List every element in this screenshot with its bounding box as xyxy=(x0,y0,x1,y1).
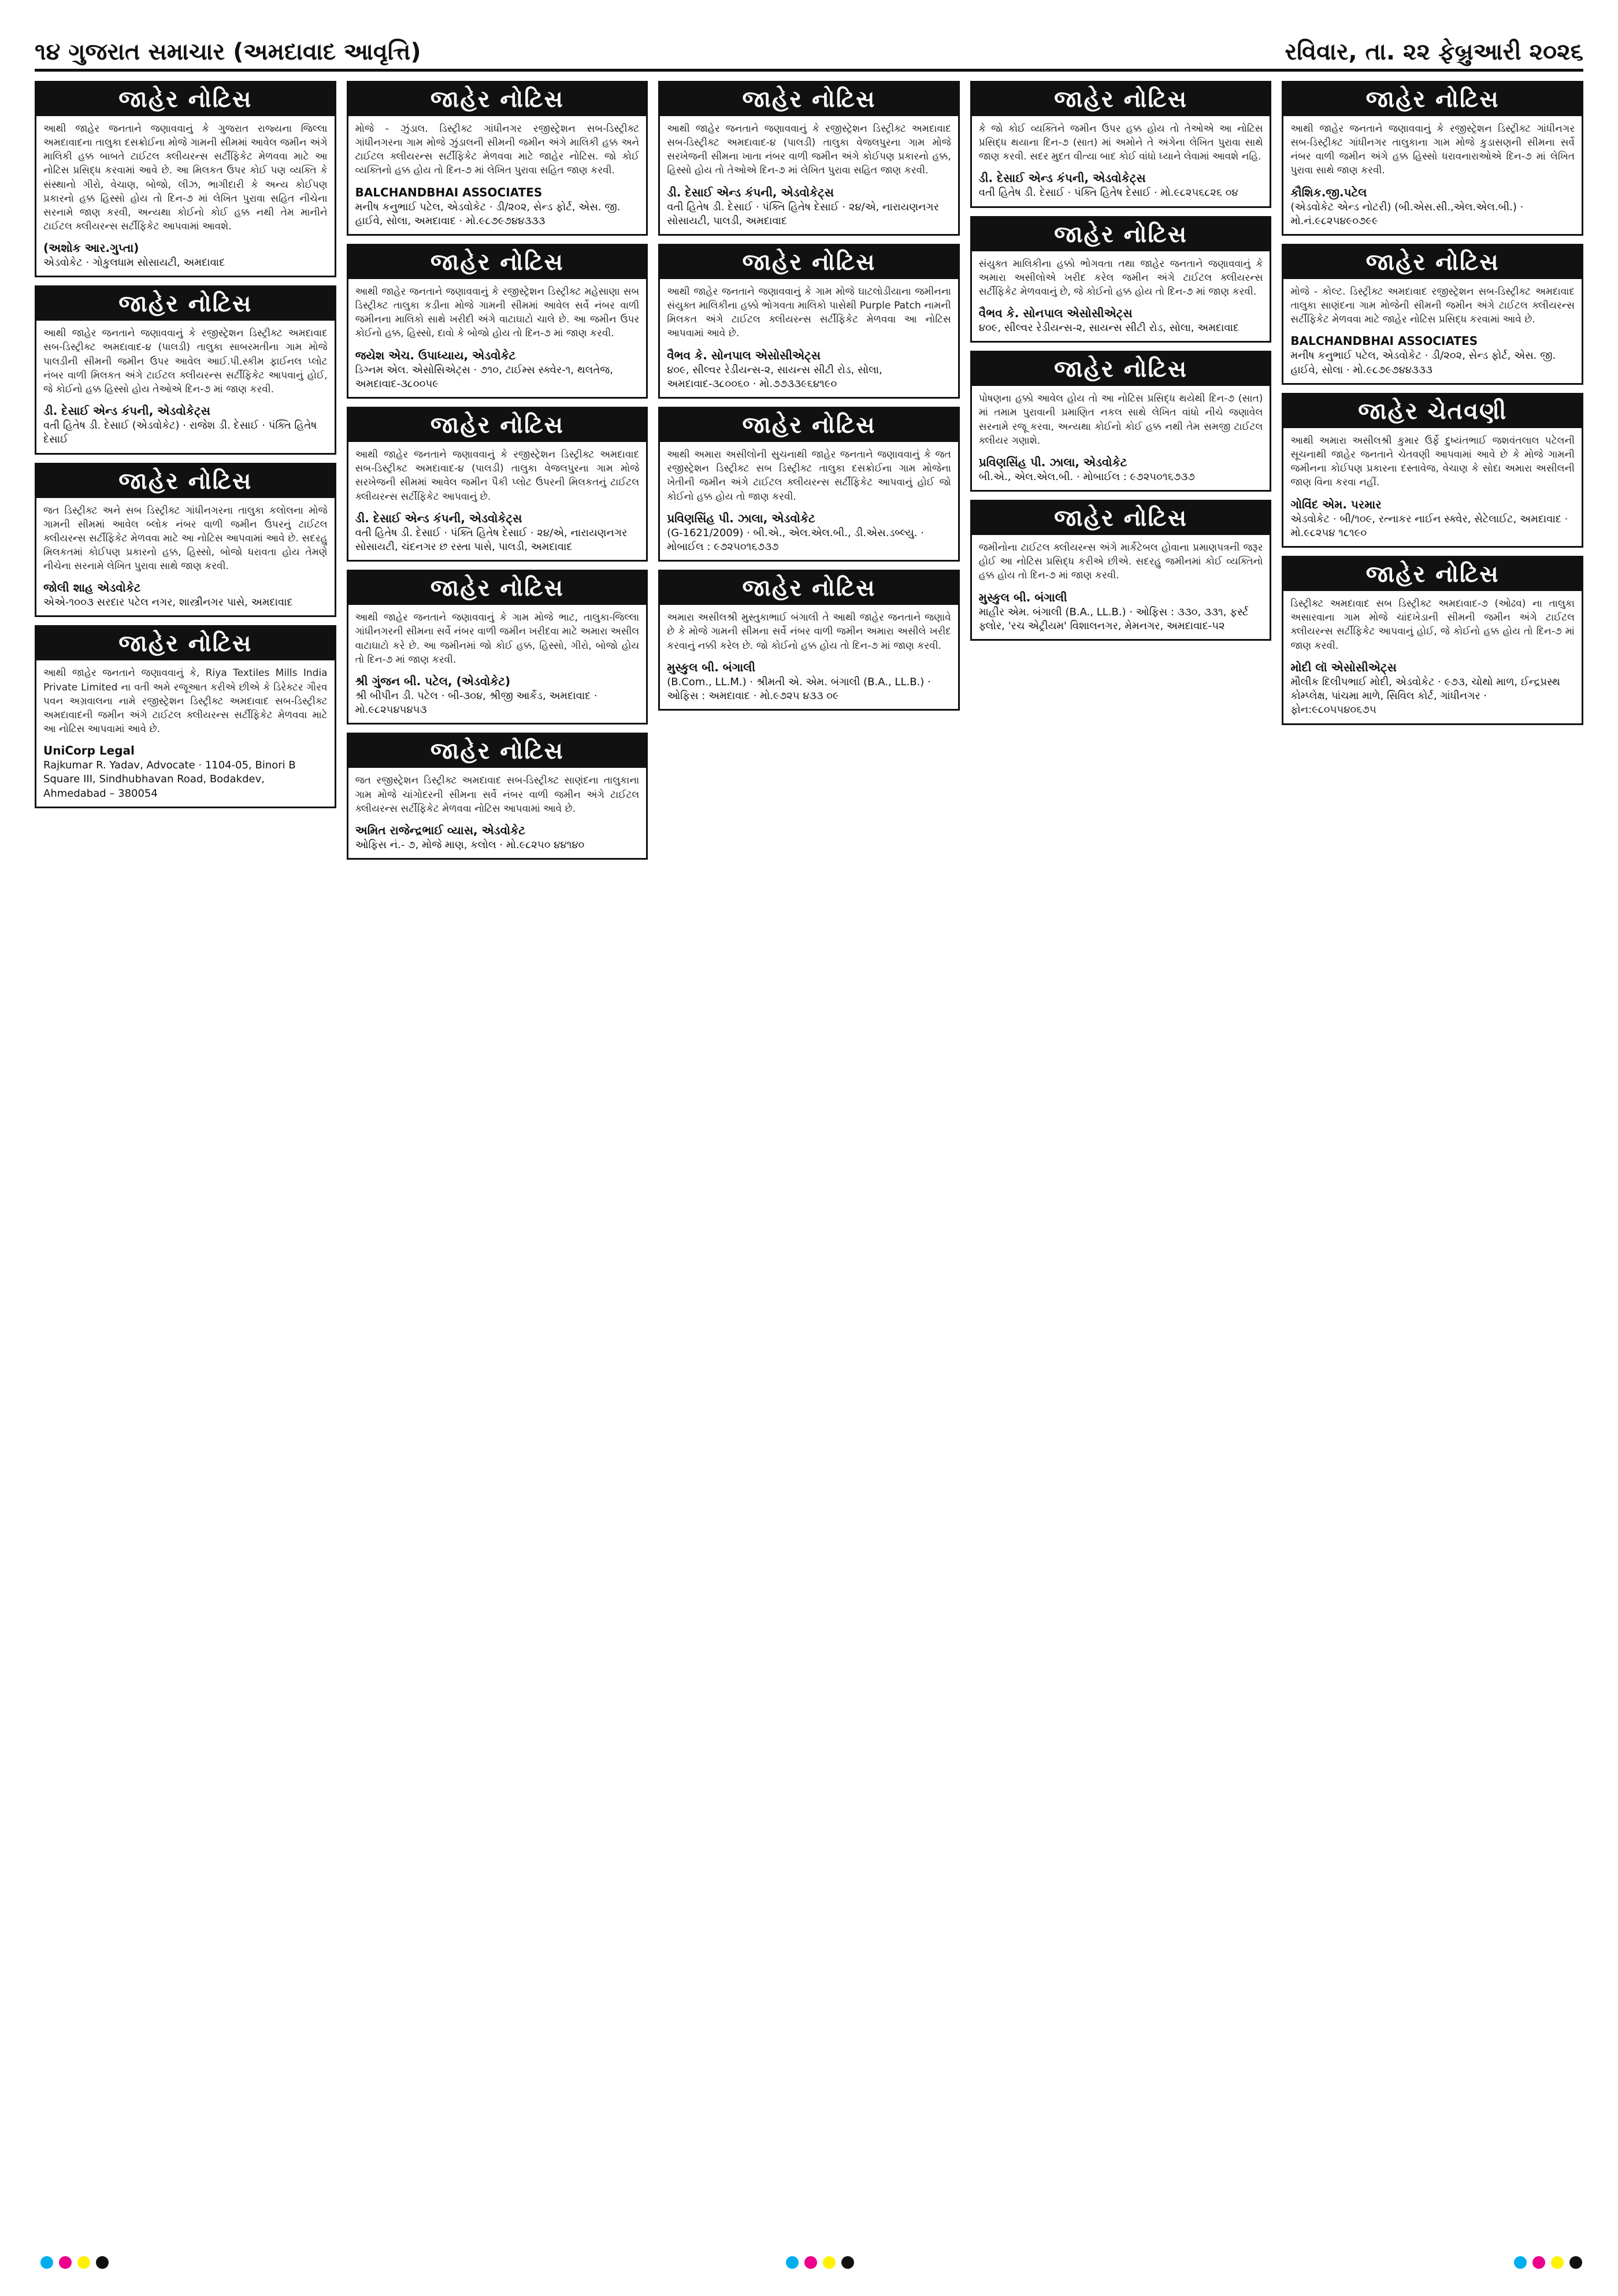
signer-name: UniCorp Legal xyxy=(43,744,135,758)
notice-box xyxy=(1282,556,1583,725)
notice-paragraph: જત રજીસ્ટ્રેશન ડિસ્ટ્રીક્ટ અમદાવાદ સબ-ડિસ્ટ્રીક્ટ સાણંદના તાલુકાના ગામ મોજે ચાંગોદરની સીમના સર્વે નંબર વાળી જમીન અંગે ટાઈટલ ક્લીયરન્સ સર્ટીફિકેટ મેળવવા નોટિસ આપવામાં આવે છે. xyxy=(355,775,640,815)
notice-body xyxy=(355,448,640,507)
notice-signature xyxy=(355,674,640,718)
notice-signature xyxy=(43,580,328,610)
signer-name: ડી. દેસાઈ એન્ડ કંપની, એડવોકેટ્સ xyxy=(355,511,522,525)
notice-body xyxy=(355,774,640,819)
signer-details: મૌલીક દિલીપભાઈ મોદી, એડવોકેટ · ૯૭૩, ચોથો માળ, ઈન્દ્રપ્રસ્થ કોમ્પ્લેક્ષ, પાંચમા માળે, સિવિલ કોર્ટ, ગાંધીનગર · ફોન:૯૮૦૫૫૪૦૬૭૫ xyxy=(1290,675,1560,716)
notice-heading: જાહેર ચેતવણી xyxy=(1283,395,1582,428)
notice-paragraph: આથી જાહેર જનતાને જણાવવાનું કે રજીસ્ટ્રેશન ડિસ્ટ્રીક્ટ ગાંધીનગર સબ-ડિસ્ટ્રીક્ટ ગાંધીનગર તાલુકાના ગામ મોજે કુડાસણની સીમના સર્વે નંબર વાળી જમીન અંગે હક્ક હિસ્સો ધરાવનારાઓએ દિન-૭ માં લેખિત પુરાવા સાથે જાણ કરવી. xyxy=(1290,123,1575,177)
notice-box xyxy=(970,216,1272,343)
column-2 xyxy=(347,81,648,2230)
signer-name: જયેશ એચ. ઉપાધ્યાય, એડવોકેટ xyxy=(355,348,516,362)
masthead xyxy=(35,32,1583,72)
registration-dot xyxy=(786,2256,799,2269)
notice-paragraph: આથી જાહેર જનતાને જણાવવાનું કે ગામ મોજે ઘાટલોડીયાના જમીનના સંયુક્ત માલિકીના હક્કો ભોગવતા માલિકો પાસેથી Purple Patch નામની મિલકત અંગે ટાઈટલ ક્લીયરન્સ સર્ટીફિકેટ મેળવવા આ નોટિસ આપવામાં આવે છે. xyxy=(667,286,951,340)
signer-details: એડવોકેટ · બી/૧૦૯, રત્નાકર નાઈન સ્ક્વેર, સેટેલાઈટ, અમદાવાદ · મો.૯૮૨૫૪ ૧૮૧૯૦ xyxy=(1290,512,1568,539)
notice-signature xyxy=(355,185,640,229)
notice-box xyxy=(658,244,960,399)
notice-paragraph: ડિસ્ટ્રીક્ટ અમદાવાદ સબ ડિસ્ટ્રીક્ટ અમદાવાદ-૭ (ઓઢવ) ના તાલુકા અસારવાના ગામ મોજે ચાંદખેડાની સીમની જમીન અંગે ટાઈટલ ક્લીયરન્સ સર્ટીફિકેટ આપવાનું હોઈ, જે કોઈનો હક્ક હોય તો દિન-૭ માં જાણ કરવી. xyxy=(1290,598,1575,652)
notice-signature xyxy=(43,743,328,801)
signer-details: ઓફિસ નં.- ૭, મોજે માણ, કલોલ · મો.૯૮૨૫૦ ૪૪૧૪૦ xyxy=(355,838,585,851)
signer-name: BALCHANDBHAI ASSOCIATES xyxy=(355,185,543,199)
signer-name: વૈભવ કે. સોનપાલ એસોસીએટ્સ xyxy=(978,306,1133,321)
notice-signature xyxy=(355,348,640,392)
registration-dot xyxy=(59,2256,72,2269)
signer-name: શ્રી ગુંજન બી. પટેલ, (એડવોકેટ) xyxy=(355,674,511,688)
masthead-title: ૧૪ ગુજરાત સમાચાર (અમદાવાદ આવૃત્તિ) xyxy=(35,39,421,65)
notice-signature xyxy=(355,511,640,555)
signer-name: BALCHANDBHAI ASSOCIATES xyxy=(1290,334,1478,348)
notice-signature xyxy=(667,348,951,392)
column-4 xyxy=(970,81,1272,2230)
signer-details: વતી હિતેષ ડી. દેસાઈ (એડવોકેટ) · રાજેશ ડી. દેસાઈ · પંક્તિ હિતેષ દેસાઈ xyxy=(43,419,317,446)
signer-details: વતી હિતેષ ડી. દેસાઈ · પંક્તિ હિતેષ દેસાઈ · ૨૪/એ, નારાયણનગર સોસાયટી, ચંદનગર છ રસ્તા પાસે, પાલડી, અમદાવાદ xyxy=(355,526,628,553)
notice-box xyxy=(35,81,336,277)
notice-signature xyxy=(43,403,328,447)
signer-name: ડી. દેસાઈ એન્ડ કંપની, એડવોકેટ્સ xyxy=(667,185,834,199)
registration-marks-left xyxy=(40,2256,109,2269)
signer-details: વતી હિતેષ ડી. દેસાઈ · પંક્તિ હિતેષ દેસાઈ · ૨૪/એ, નારાયણનગર સોસાયટી, પાલડી, અમદાવાદ xyxy=(667,200,939,227)
signer-details: ૪૦૯, સીલ્વર રેડીયન્સ-૨, સાયન્સ સીટી રોડ, સોલા, અમદાવાદ-૩૮૦૦૬૦ · મો.૭૭૩૩૯૬૪૧૯૦ xyxy=(667,363,882,390)
notice-heading: જાહેર નોટિસ xyxy=(660,571,958,605)
notice-heading: જાહેર નોટિસ xyxy=(972,218,1270,251)
registration-dot xyxy=(1569,2256,1582,2269)
registration-dot xyxy=(823,2256,836,2269)
notice-body xyxy=(667,611,951,656)
notice-paragraph: પોષણના હક્કો આવેલ હોય તો આ નોટિસ પ્રસિદ્ધ થયેથી દિન-૭ (સાત) માં તમામ પુરાવાની પ્રમાણિત નકલ સાથે લેખિત વાંધો નીચે જણાવેલ સરનામે રજૂ કરવા, અન્યથા કોઈનો કોઈ હક્ક નથી તેમ સમજી ટાઈટલ ક્લીયર ગણાશે. xyxy=(978,393,1263,447)
notice-heading: જાહેર નોટિસ xyxy=(660,246,958,279)
signer-name: ડી. દેસાઈ એન્ડ કંપની, એડવોકેટ્સ xyxy=(978,171,1146,185)
signer-name: મુસ્કુલ બી. બંગાલી xyxy=(978,590,1067,604)
notice-body xyxy=(979,392,1263,451)
signer-name: (અશોક આર.ગુપ્તા) xyxy=(43,241,139,255)
registration-dot xyxy=(1551,2256,1564,2269)
notice-signature xyxy=(979,306,1263,335)
registration-dot xyxy=(40,2256,53,2269)
notice-box xyxy=(658,81,960,236)
notice-body xyxy=(667,448,951,507)
registration-dot xyxy=(77,2256,90,2269)
signer-name: કૌશિક.જી.પટેલ xyxy=(1290,185,1367,199)
notice-signature xyxy=(667,511,951,555)
notice-signature xyxy=(1290,333,1575,377)
notice-box xyxy=(35,285,336,454)
notice-body xyxy=(1290,122,1575,181)
notice-paragraph: આથી જાહેર જનતાને જણાવવાનું કે ગુજરાત રાજ્યના જિલ્લા અમદાવાદના તાલુકા દસક્રોઈના મોજે ગામની સીમમાં આવેલ જમીન અંગે માલિકી હક્ક બાબતે ટાઈટલ ક્લીયરન્સ સર્ટીફિકેટ મેળવવા માટે આ નોટિસ પ્રસિદ્ધ કરવામાં આવે છે. આ મિલકત ઉપર કોઈ પણ વ્યક્તિ કે સંસ્થાનો ગીરો, વેચાણ, બોજો, લીઝ, ભાગીદારી કે અન્ય કોઈપણ પ્રકારનો હક્ક હિસ્સો હોય તો દિન-૭ માં લેખિત પુરાવા સહિત નીચેના સરનામે જાણ કરવી, અન્યથા કોઈનો કોઈ હક્ક નથી તેમ માનીને ટાઈટલ ક્લીયરન્સ સર્ટીફિકેટ આપવામાં આવશે. xyxy=(43,123,328,232)
column-1 xyxy=(35,81,336,2230)
column-3 xyxy=(658,81,960,2230)
notice-heading: જાહેર નોટિસ xyxy=(1283,246,1582,279)
notice-body xyxy=(667,122,951,181)
signer-details: વતી હિતેષ ડી. દેસાઈ · પંક્તિ હિતેષ દેસાઈ · મો.૯૮૨૫૬૮૨૬ ૦૪ xyxy=(978,187,1238,199)
notice-heading: જાહેર નોટિસ xyxy=(348,571,647,605)
notice-body xyxy=(979,122,1263,167)
signer-details: ૪૦૯, સીલ્વર રેડીયન્સ-૨, સાયન્સ સીટી રોડ, સોલા, અમદાવાદ xyxy=(978,322,1240,335)
registration-dot xyxy=(1532,2256,1545,2269)
notice-box xyxy=(1282,244,1583,385)
notice-signature xyxy=(43,240,328,270)
notice-box xyxy=(970,351,1272,492)
signer-details: શ્રી બીપીન ડી. પટેલ · બી-૩૦૪, શ્રીજી આર્કેડ, અમદાવાદ · મો.૯૮૨૫૪૫૪૫૩ xyxy=(355,689,598,716)
notice-body xyxy=(43,666,328,740)
notice-heading: જાહેર નોટિસ xyxy=(36,287,335,321)
notice-heading: જાહેર નોટિસ xyxy=(348,246,647,279)
notice-heading: જાહેર નોટિસ xyxy=(348,83,647,116)
registration-dot xyxy=(841,2256,854,2269)
notice-signature xyxy=(979,590,1263,634)
notice-paragraph: જત ડિસ્ટ્રીક્ટ અને સબ ડિસ્ટ્રીક્ટ ગાંધીનગરના તાલુકા કલોલના મોજે ગામની સીમમાં આવેલ બ્લોક નંબર વાળી જમીન ઉપરનું ટાઈટલ ક્લીયરન્સ સર્ટીફિકેટ મેળવવા માટે આ નોટિસ આપવામાં આવે છે. સદરહુ મિલકતમાં કોઈપણ પ્રકારનો હક્ક, હિસ્સો, બોજો ધરાવતા હોય તેમણે નીચેના સરનામે લેખિત પુરાવા સાથે જાણ કરવી. xyxy=(43,504,328,573)
notice-box xyxy=(347,570,648,725)
registration-marks-right xyxy=(1514,2256,1582,2269)
notice-paragraph: આથી જાહેર જનતાને જણાવવાનું કે રજીસ્ટ્રેશન ડિસ્ટ્રીક્ટ અમદાવાદ સબ-ડિસ્ટ્રીક્ટ અમદાવાદ-૪ (પાલડી) તાલુકા વેજલપુરના ગામ મોજે સરખેજની સીમના ખાતા નંબર વાળી જમીન અંગે કોઈપણ પ્રકારનો હક્ક, હિસ્સો હોય તો તેઓએ દિન-૭ માં લેખિત પુરાવા સહિત જાણ કરવી. xyxy=(667,123,951,177)
notice-paragraph: મોજે - ઝુંડાલ. ડિસ્ટ્રીક્ટ ગાંધીનગર રજીસ્ટ્રેશન સબ-ડિસ્ટ્રીક્ટ ગાંધીનગરના ગામ મોજે ઝુંડાલની સીમની જમીન અંગે માલિકી હક્ક અને ટાઈટલ ક્લીયરન્સ સર્ટીફિકેટ મેળવવા માટે જાહેર નોટિસ. જો કોઈ વ્યક્તિનો હક્ક હોય તો દિન-૭ માં લેખિત પુરાવા સહિત જાણ કરવી. xyxy=(355,123,640,177)
registration-marks-center xyxy=(786,2256,854,2269)
notice-signature xyxy=(979,455,1263,484)
notice-heading: જાહેર નોટિસ xyxy=(1283,83,1582,116)
notice-body xyxy=(1290,434,1575,493)
notice-heading: જાહેર નોટિસ xyxy=(660,408,958,442)
notice-heading: જાહેર નોટિસ xyxy=(36,83,335,116)
signer-name: અમિત રાજેન્દ્રભાઈ વ્યાસ, એડવોકેટ xyxy=(355,823,525,837)
notice-body xyxy=(43,326,328,400)
notice-box xyxy=(347,81,648,236)
signer-name: જોલી શાહ એડવોકેટ xyxy=(43,581,141,595)
notice-box xyxy=(970,81,1272,208)
notice-paragraph: આથી અમારા અસીલશ્રી કુમાર ઉર્ફે દુષ્યંતભાઈ જશવંતલાલ પટેલની સૂચનાથી જાહેર જનતાને ચેતવણી આપવામાં આવે છે કે મોજે ગામની જમીનના કોઈપણ પ્રકારના દસ્તાવેજ, વેચાણ કે સોદા અમારા અસીલની જાણ વિના કરવા નહીં. xyxy=(1290,435,1575,489)
notice-heading: જાહેર નોટિસ xyxy=(348,408,647,442)
notice-paragraph: આથી જાહેર જનતાને જણાવવાનું કે ગામ મોજે ભાટ, તાલુકા-જિલ્લા ગાંધીનગરની સીમના સર્વે નંબર વાળી જમીન ખરીદવા માટે અમારા અસીલ વાટાઘાટો કરે છે. આ જમીનમાં જો કોઈ હક્ક, હિસ્સો, ગીરો, બોજો હોય તો દિન-૭ માં જાણ કરવી. xyxy=(355,612,640,666)
notice-body xyxy=(355,285,640,344)
notice-box xyxy=(347,407,648,562)
registration-dot xyxy=(1514,2256,1527,2269)
notice-body xyxy=(355,611,640,670)
signer-name: પ્રવિણસિંહ પી. ઝાલા, એડવોકેટ xyxy=(978,455,1127,469)
notice-box xyxy=(1282,81,1583,236)
notice-paragraph: આથી અમારા અસીલોની સુચનાથી જાહેર જનતાને જણાવવાનું કે જત રજીસ્ટ્રેશન ડિસ્ટ્રીક્ટ સબ ડિસ્ટ્રીક્ટ તાલુકા દસક્રોઈના ગામ મોજેના ખેતીની જમીન અંગે ટાઈટલ ક્લીયરન્સ સર્ટીફિકેટ આપવાનું હોઈ જો કોઈનો હક્ક હોય તો જાણ કરવી. xyxy=(667,449,951,503)
notice-body xyxy=(355,122,640,181)
notice-signature xyxy=(667,185,951,229)
signer-name: ડી. દેસાઈ એન્ડ કંપની, એડવોકેટ્સ xyxy=(43,403,210,418)
signer-details: મનીષ કનુભાઈ પટેલ, એડવોકેટ · ડી/૨૦૨, સેન્ડ ફોર્ટ, એસ. જી. હાઈવે, સોલા, અમદાવાદ · મો.૯૮૭૯૭૪૪૩૩૩ xyxy=(355,200,621,227)
notice-paragraph: કે જો કોઈ વ્યક્તિને જમીન ઉપર હક્ક હોય તો તેઓએ આ નોટિસ પ્રસિદ્ધ થયાના દિન-૭ (સાત) માં અમોને તે અંગેના લેખિત પુરાવા સાથે જાણ કરવી. સદર મુદત વીત્યા બાદ કોઈ વાંધો ધ્યાને લેવામાં આવશે નહિ. xyxy=(978,123,1263,163)
signer-details: બી.એ., એલ.એલ.બી. · મોબાઈલ : ૯૭૨૫૦૧૬૭૩૭ xyxy=(978,470,1195,483)
notice-paragraph: અમારા અસીલશ્રી મુસ્તુકાભાઈ બંગાલી તે આથી જાહેર જનતાને જણાવે છે કે મોજે ગામની સીમના સર્વે નંબર વાળી જમીન અમારા અસીલે ખરીદ કરવાનું નક્કી કરેલ છે. જો કોઈનો હક્ક હોય તો દિન-૭ માં જાણ કરવી. xyxy=(667,612,951,652)
notice-heading: જાહેર નોટિસ xyxy=(36,465,335,498)
signer-name: મોદી લૉ એસોસીએટ્સ xyxy=(1290,660,1397,674)
notice-body xyxy=(43,504,328,577)
column-5 xyxy=(1282,81,1583,2230)
signer-details: (G-1621/2009) · બી.એ., એલ.એલ.બી., ડી.એસ.ડબ્લ્યુ. · મોબાઈલ : ૯૭૨૫૦૧૬૭૩૭ xyxy=(667,526,924,553)
notice-heading: જાહેર નોટિસ xyxy=(972,352,1270,386)
notice-box xyxy=(1282,393,1583,548)
notice-body xyxy=(1290,285,1575,330)
notice-body xyxy=(667,285,951,344)
masthead-date: રવિવાર, તા. ૨૨ ફેબ્રુઆરી ૨૦૨૬ xyxy=(1285,39,1583,65)
notice-signature xyxy=(667,660,951,704)
notice-box xyxy=(35,625,336,808)
notice-box xyxy=(347,733,648,860)
signer-details: Rajkumar R. Yadav, Advocate · 1104-05, Binori B Square III, Sindhubhavan Road, Bodakdev, Ahmedabad – 380054 xyxy=(43,759,296,800)
signer-details: (B.Com., LL.M.) · શ્રીમતી એ. એમ. બંગાલી (B.A., LL.B.) · ઓફિસ : અમદાવાદ · મો.૯૭૨૫ ૪૩૩ ૦૯ xyxy=(667,675,931,702)
notice-box xyxy=(970,500,1272,641)
notice-paragraph: આથી જાહેર જનતાને જણાવવાનું કે, Riya Textiles Mills India Private Limited ના વતી અમે રજૂઆત કરીએ છીએ કે ડિરેક્ટર ગૌરવ પવન અગ્રવાલના નામે રજીસ્ટ્રેશન ડિસ્ટ્રીક્ટ અમદાવાદ સબ-ડિસ્ટ્રીક્ટ અમદાવાદની જમીન અંગે ટાઈટલ ક્લીયરન્સ સર્ટીફિકેટ મેળવવા માટે આ નોટિસ આપવામાં આવે છે. xyxy=(43,667,328,735)
signer-details: (એડવોકેટ એન્ડ નોટરી) (બી.એસ.સી.,એલ.એલ.બી.) · મો.નં.૯૮૨૫૪૯૦૭૯૯ xyxy=(1290,200,1524,227)
signer-name: મુસ્કુલ બી. બંગાલી xyxy=(667,660,756,674)
signer-details: મનીષ કનુભાઈ પટેલ, એડવોકેટ · ડી/૨૦૨, સેન્ડ ફોર્ટ, એસ. જી. હાઈવે, સોલા · મો.૯૮૭૯૭૪૪૩૩૩ xyxy=(1290,350,1556,376)
signer-details: એડવોકેટ · ગોકુલધામ સોસાયટી, અમદાવાદ xyxy=(43,257,225,269)
notice-paragraph: આથી જાહેર જનતાને જણાવવાનું કે રજીસ્ટ્રેશન ડિસ્ટ્રીક્ટ અમદાવાદ સબ-ડિસ્ટ્રીક્ટ અમદાવાદ-૪ (પાલડી) તાલુકા સાબરમતીના ગામ મોજે પાલડીની સીમની જમીન ઉપર આવેલ આઈ.પી.સ્કીમ ફાઈનલ પ્લોટ નંબર વાળી મિલકત અંગે ટાઈટલ ક્લીયરન્સ સર્ટીફિકેટ આપવાનું હોઈ, જે કોઈનો હક્ક હિસ્સો હોય તેઓએ દિન-૭ માં જાણ કરવી. xyxy=(43,328,328,395)
notice-heading: જાહેર નોટિસ xyxy=(1283,558,1582,591)
registration-dot xyxy=(96,2256,109,2269)
notice-body xyxy=(979,257,1263,302)
notice-heading: જાહેર નોટિસ xyxy=(972,501,1270,535)
notice-body xyxy=(43,122,328,237)
notice-signature xyxy=(1290,185,1575,229)
notice-signature xyxy=(1290,497,1575,541)
notice-paragraph: સંયુક્ત માલિકીના હક્કો ભોગવતા તથા જાહેર જનતાને જણાવવાનું કે અમારા અસીલોએ ખરીદ કરેલ જમીન અંગે ટાઈટલ ક્લીયરન્સ સર્ટીફિકેટ મેળવવાનું છે, જે કોઈનો હક્ક હોય તો દિન-૭ માં જાણ કરવી. xyxy=(978,258,1263,298)
notice-heading: જાહેર નોટિસ xyxy=(660,83,958,116)
signer-name: પ્રવિણસિંહ પી. ઝાલા, એડવોકેટ xyxy=(667,511,815,525)
notice-heading: જાહેર નોટિસ xyxy=(348,734,647,768)
notice-signature xyxy=(1290,660,1575,718)
notice-paragraph: આથી જાહેર જનતાને જણાવવાનું કે રજીસ્ટ્રેશન ડિસ્ટ્રીક્ટ અમદાવાદ સબ-ડિસ્ટ્રીક્ટ અમદાવાદ-૪ (પાલડી) તાલુકા વેજલપુરના ગામ મોજે સરખેજની સીમમાં આવેલ જમીન પૈકી પ્લોટ ઉપરની મિલકતનું ટાઈટલ ક્લીયરન્સ સર્ટીફિકેટ આપવાનું છે. xyxy=(355,449,640,503)
notice-body xyxy=(979,541,1263,586)
signer-name: ગોવિંદ એમ. પરમાર xyxy=(1290,497,1382,511)
notice-signature xyxy=(979,170,1263,200)
notice-paragraph: મોજે - કોલ્ટ. ડિસ્ટ્રીક્ટ અમદાવાદ રજીસ્ટ્રેશન સબ-ડિસ્ટ્રીક્ટ અમદાવાદ તાલુકા સાણંદના ગામ મોજેની સીમની જમીન અંગે ટાઈટલ ક્લીયરન્સ સર્ટીફિકેટ મેળવવા માટે જાહેર નોટિસ પ્રસિદ્ધ કરવામાં આવે છે. xyxy=(1290,286,1575,326)
notice-heading: જાહેર નોટિસ xyxy=(972,83,1270,116)
notice-heading: જાહેર નોટિસ xyxy=(36,627,335,660)
notice-box xyxy=(658,570,960,711)
signer-details: ડિગ્નમ એલ. એસોસિએટ્સ · ૭૧૦, ટાઈમ્સ સ્ક્વેર-૧, થલતેજ, અમદાવાદ-૩૮૦૦૫૯ xyxy=(355,363,614,390)
signer-name: વૈભવ કે. સોનપાલ એસોસીએટ્સ xyxy=(667,348,821,362)
notice-box xyxy=(347,244,648,399)
signer-details: માહીર એમ. બંગાલી (B.A., LL.B.) · ઓફિસ : ૩૩૦, ૩૩૧, ફર્સ્ટ ફ્લોર, 'રચ એટ્રીયમ' વિશાલનગર, મેમનગર, અમદાવાદ-૫૨ xyxy=(978,605,1249,632)
signer-details: એએ-૧૦૦૩ સરદાર પટેલ નગર, શાસ્ત્રીનગર પાસે, અમદાવાદ xyxy=(43,596,293,609)
notice-columns xyxy=(35,81,1583,2230)
notice-paragraph: જમીનોના ટાઈટલ ક્લીયરન્સ અંગે માર્કેટેબલ હોવાના પ્રમાણપત્રની જરૂર હોઈ આ નોટિસ પ્રસિદ્ધ કરીએ છીએ. સદરહુ જમીનમાં કોઈ વ્યક્તિનો હક્ક હોય તો દિન-૭ માં જાણ કરવી. xyxy=(978,542,1263,582)
registration-dot xyxy=(804,2256,817,2269)
notice-paragraph: આથી જાહેર જનતાને જણાવવાનું કે રજીસ્ટ્રેશન ડિસ્ટ્રીક્ટ મહેસાણા સબ ડિસ્ટ્રીક્ટ તાલુકા કડીના મોજે ગામની સીમમાં આવેલ સર્વે નંબર વાળી જમીનના માલિકો સાથે ખરીદી અંગે વાટાઘાટો ચાલે છે. આ જમીન ઉપર કોઈનો હક્ક, હિસ્સો, દાવો કે બોજો હોય તો દિન-૭ માં જાણ કરવી. xyxy=(355,286,640,340)
notice-box xyxy=(35,463,336,618)
notice-signature xyxy=(355,823,640,852)
notice-box xyxy=(658,407,960,562)
notice-body xyxy=(1290,597,1575,656)
